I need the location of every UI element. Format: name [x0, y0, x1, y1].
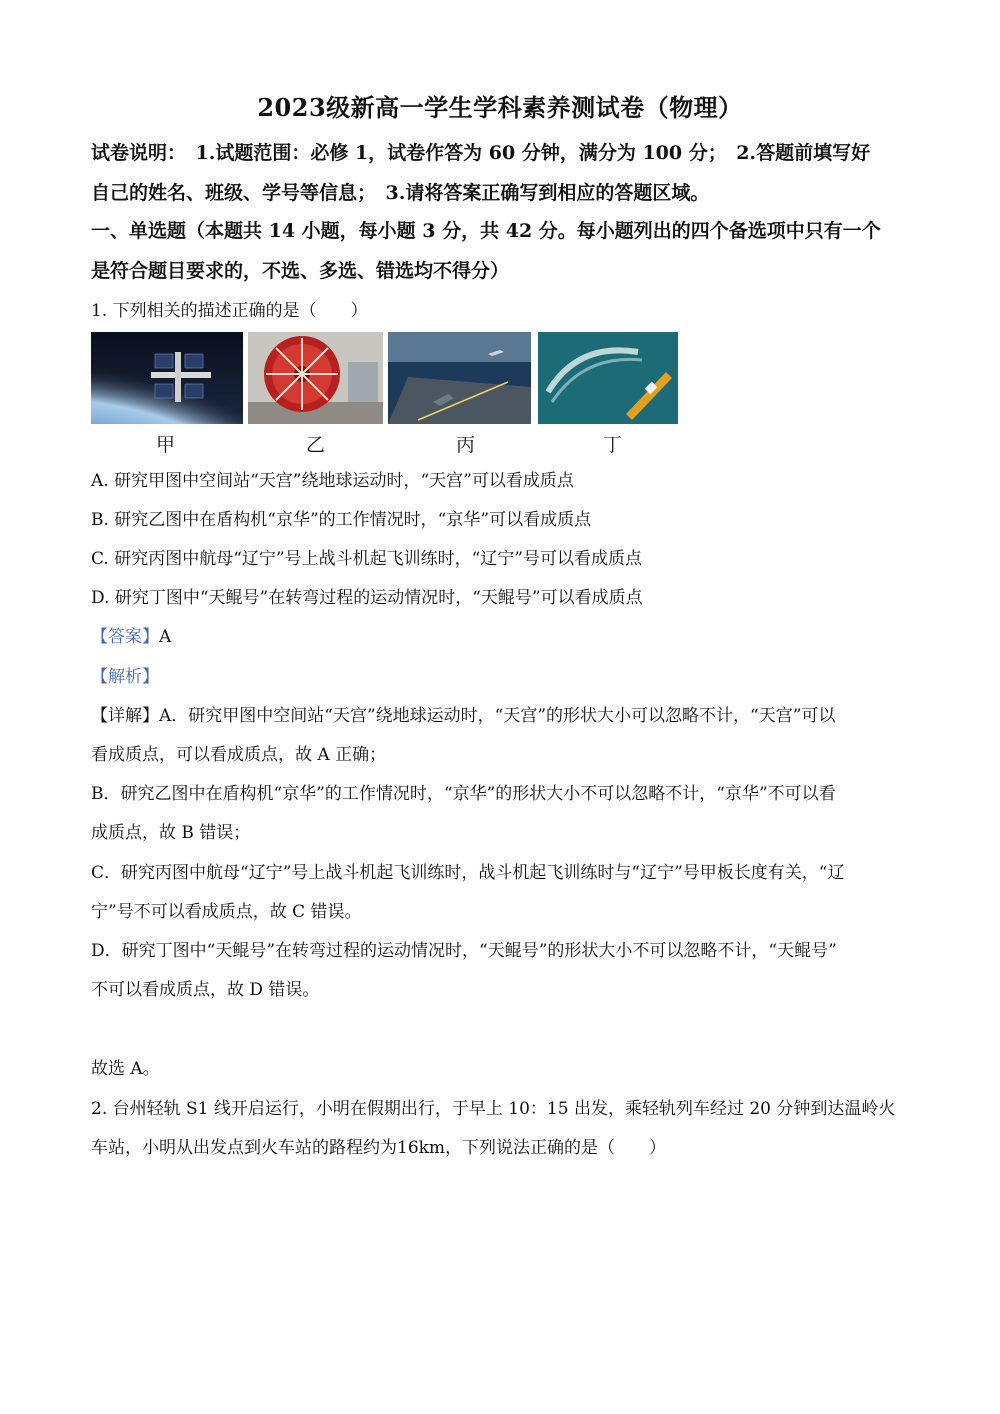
instructions-line-1: 试卷说明： 1.试题范围：必修 1，试卷作答为 60 分钟，满分为 100 分； 2.答题前填写好: [91, 142, 871, 164]
instructions-line-2: 自己的姓名、班级、学号等信息； 3.请将答案正确写到相应的答题区域。: [91, 182, 710, 204]
image-dredger-ship: [538, 332, 678, 424]
answer-line: [91, 622, 171, 647]
image-caption-ding: 丁: [603, 434, 623, 456]
detail-line-3: B．研究乙图中在盾构机“京华”的工作情况时，“京华”的形状大小不可以忽略不计，“京华”不可以看: [91, 784, 836, 804]
question-2-line-2: 车站，小明从出发点到火车站的路程约为16km，下列说法正确的是（ ）: [91, 1138, 667, 1158]
page-title: 2023级新高一学生学科素养测试卷（物理）: [257, 93, 743, 122]
detail-line-7: D．研究丁图中“天鲲号”在转弯过程的运动情况时，“天鲲号”的形状大小不可以忽略不计，“天鲲号”: [91, 941, 837, 961]
image-tunnel-boring-machine: [248, 332, 383, 424]
image-space-station: [91, 332, 243, 424]
section-heading-line-1: 一、单选题（本题共 14 小题，每小题 3 分，共 42 分。每小题列出的四个备选项中只有一个: [91, 220, 881, 242]
option-b: B. 研究乙图中在盾构机“京华”的工作情况时，“京华”可以看成质点: [91, 510, 592, 530]
image-caption-bing: 丙: [456, 434, 476, 456]
detail-line-4: 成质点，故 B 错误；: [91, 823, 251, 843]
answer-value: A: [159, 627, 172, 647]
option-a: A. 研究甲图中空间站“天宫”绕地球运动时，“天宫”可以看成质点: [91, 471, 574, 491]
answer-label: 【答案】: [91, 627, 159, 647]
image-caption-yi: 乙: [306, 434, 326, 456]
question-1-stem: 1. 下列相关的描述正确的是（ ）: [91, 301, 368, 321]
image-caption-jia: 甲: [156, 434, 176, 456]
question-2-line-1: 2. 台州轻轨 S1 线开启运行，小明在假期出行，于早上 10：15 出发，乘轻轨列车经过 20 分钟到达温岭火: [91, 1099, 896, 1119]
detail-line-6: 宁”号不可以看成质点，故 C 错误。: [91, 902, 362, 922]
section-heading-line-2: 是符合题目要求的，不选、多选、错选均不得分）: [91, 260, 510, 282]
detail-line-2: 看成质点，可以看成质点，故 A 正确；: [91, 745, 387, 765]
option-d: D. 研究丁图中“天鲲号”在转弯过程的运动情况时，“天鲲号”可以看成质点: [91, 588, 643, 608]
analysis-label: 【解析】: [91, 667, 159, 687]
detail-line-8: 不可以看成质点，故 D 错误。: [91, 980, 320, 1000]
conclusion: 故选 A。: [91, 1059, 160, 1079]
option-c: C. 研究丙图中航母“辽宁”号上战斗机起飞训练时，“辽宁”号可以看成质点: [91, 549, 642, 569]
image-aircraft-carrier: [388, 332, 531, 424]
detail-line-1: 【详解】A．研究甲图中空间站“天宫”绕地球运动时，“天宫”的形状大小可以忽略不计，“天宫”可以: [91, 706, 836, 726]
detail-line-5: C．研究丙图中航母“辽宁”号上战斗机起飞训练时，战斗机起飞训练时与“辽宁”号甲板长度有关，“辽: [91, 863, 845, 883]
